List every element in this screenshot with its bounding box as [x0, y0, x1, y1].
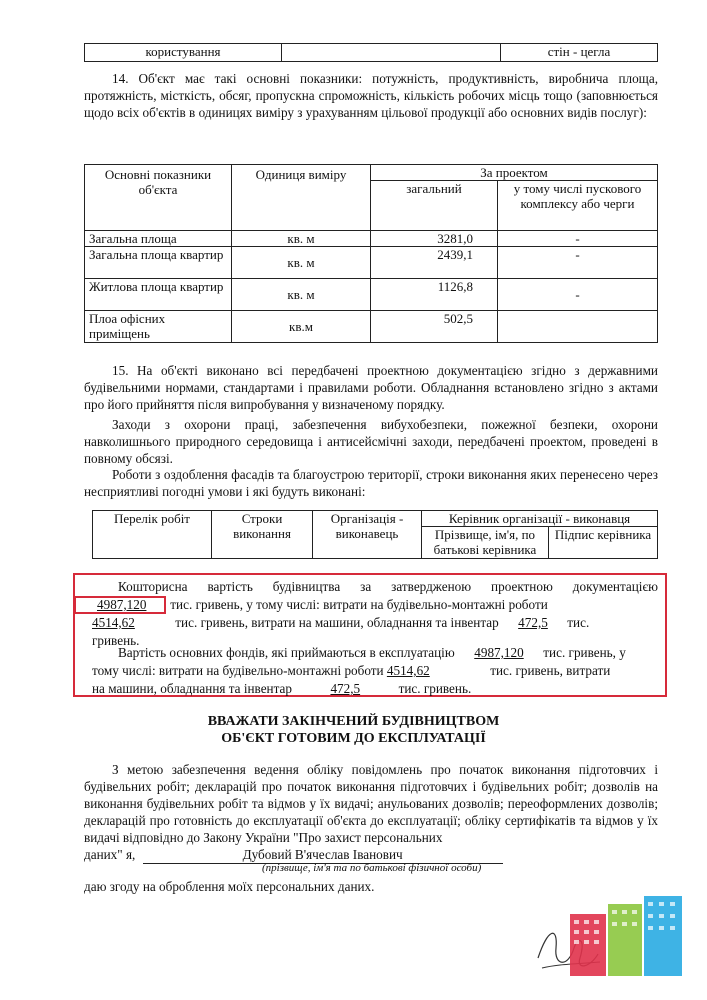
- cost-line-2: [92, 596, 658, 614]
- funds-block: [92, 644, 662, 698]
- funds-line-1-end: тис. гривень, у: [539, 645, 626, 660]
- top-table-middle-cell: [282, 44, 501, 62]
- funds-line-2-text: тому числі: витрати на будівельно-монтажні роботи: [92, 663, 384, 678]
- watermark-logo: [566, 896, 686, 980]
- indicators-header-project: За проектом: [371, 165, 658, 181]
- funds-line-2-end: тис. гривень, витрати: [486, 663, 611, 678]
- works-header-org: Організація - виконавець: [313, 511, 422, 559]
- consent-paragraph: З метою забезпечення ведення обліку повідомлень про початок виконання підготовчих і будівельних робіт; декларацій про початок виконання підготовчих і будівельних робіт; дозволів на виконання будівельних робіт та відмов у їх видачі; анульованих дозволів; переоформлених дозволів; декларацій про готовність до експлуатації об'єкта до експлуатації; обліку сертифікатів та відмов у їх видачі відповідно до Закону України "Про захист персональних: [84, 762, 658, 845]
- indicators-header-unit: Одиниця виміру: [232, 165, 371, 231]
- cost-line-4: гривень.: [92, 633, 140, 648]
- works-header-name: Прізвище, ім'я, по батькові керівника: [422, 527, 549, 559]
- top-table-right-cell: [501, 44, 658, 62]
- table-row: Житлова площа квартир кв. м 1126,8 -: [85, 279, 658, 311]
- funds-bmr-value: 4514,62: [386, 663, 430, 678]
- cost-block: [92, 578, 658, 650]
- page-title: [0, 713, 707, 747]
- cost-equip-value: 472,5: [518, 615, 548, 630]
- consent-prefix: даних" я,: [84, 847, 136, 862]
- funds-line-2: [92, 662, 662, 680]
- funds-line-3: [92, 680, 662, 698]
- title-line-2: ОБ'ЄКТ ГОТОВИМ ДО ЕКСПЛУАТАЦІЇ: [221, 731, 486, 746]
- table-row: Плоа офісних приміщень кв.м 502,5: [85, 311, 658, 343]
- usage-text: користування: [145, 44, 221, 59]
- paragraph-works: Роботи з оздоблення фасадів та благоустрою території, строки виконання яких перенесено через несприятливі погодні умови і які будуть виконані:: [84, 467, 658, 499]
- indicators-header-total: загальний: [371, 181, 498, 231]
- table-row: Загальна площа кв. м 3281,0 -: [85, 231, 658, 247]
- cost-line-3-text: тис. гривень, витрати на машини, обладнання та інвентар: [172, 615, 499, 630]
- funds-total-value: 4987,120: [474, 645, 524, 660]
- title-line-1: ВВАЖАТИ ЗАКІНЧЕНИЙ БУДІВНИЦТВОМ: [207, 714, 500, 729]
- funds-line-3-text: на машини, обладнання та інвентар: [92, 681, 292, 696]
- person-name-caption: (прізвище, ім'я та по батькові фізичної особи): [262, 862, 482, 874]
- funds-line-1-text: Вартість основних фондів, які приймаються в експлуатацію: [118, 645, 455, 660]
- top-table-left-cell: [85, 44, 282, 62]
- paragraph-15: 15. На об'єкті виконано всі передбачені проектною документацією згідно з державними будівельними нормами, стандартами і правилами роботи. Обладнання встановлено згідно з актами про його прийняття після випробування у визначеному порядку.: [84, 363, 658, 412]
- cost-line-1: Кошторисна вартість будівництва за затвердженою проектною документацією: [118, 579, 658, 594]
- cost-line-2-text: тис. гривень, у тому числі: витрати на будівельно-монтажні роботи: [167, 597, 548, 612]
- cost-total-value: 4987,120: [97, 597, 147, 612]
- works-header-list: Перелік робіт: [93, 511, 212, 559]
- indicators-header-name: Основні показники об'єкта: [85, 165, 232, 231]
- funds-line-1: [92, 644, 662, 662]
- cost-line-3: [92, 614, 658, 632]
- cost-line-3-end: тис.: [564, 615, 590, 630]
- funds-equip-value: 472,5: [330, 681, 361, 696]
- works-header-terms: Строки виконання: [212, 511, 313, 559]
- table-row: Загальна площа квартир кв. м 2439,1 -: [85, 247, 658, 279]
- funds-line-3-end: тис. гривень.: [395, 681, 472, 696]
- paragraph-safety: Заходи з охорони праці, забезпечення вибухобезпеки, пожежної безпеки, охорони навколишнього природного середовища і антисейсмічні заходи, передбачені проектом, проведені в повному обсязі.: [84, 417, 658, 466]
- cost-bmr-value: 4514,62: [92, 615, 135, 630]
- walls-text: стін - цегла: [547, 44, 611, 59]
- paragraph-14: 14. Об'єкт має такі основні показники: потужність, продуктивність, виробнича площа, протяжність, місткість, обсяг, пропускна спроможність, кількість робочих місць тощо (заповнюється щодо всіх об'єктів в одиницях виміру з урахуванням цільової продукції або основних видів послуг):: [84, 71, 658, 120]
- person-name: Дубовий В'ячеслав Іванович: [242, 847, 403, 862]
- works-header-sign: Підпис керівника: [549, 527, 658, 559]
- works-header-head: Керівник організації - виконавця: [422, 511, 658, 527]
- top-table: [84, 43, 658, 62]
- consent-agree: даю згоду на оброблення моїх персональних даних.: [84, 879, 375, 894]
- indicators-table: [84, 164, 658, 343]
- works-table: [92, 510, 658, 559]
- indicators-header-startup: у тому числі пускового комплексу або черги: [498, 181, 658, 231]
